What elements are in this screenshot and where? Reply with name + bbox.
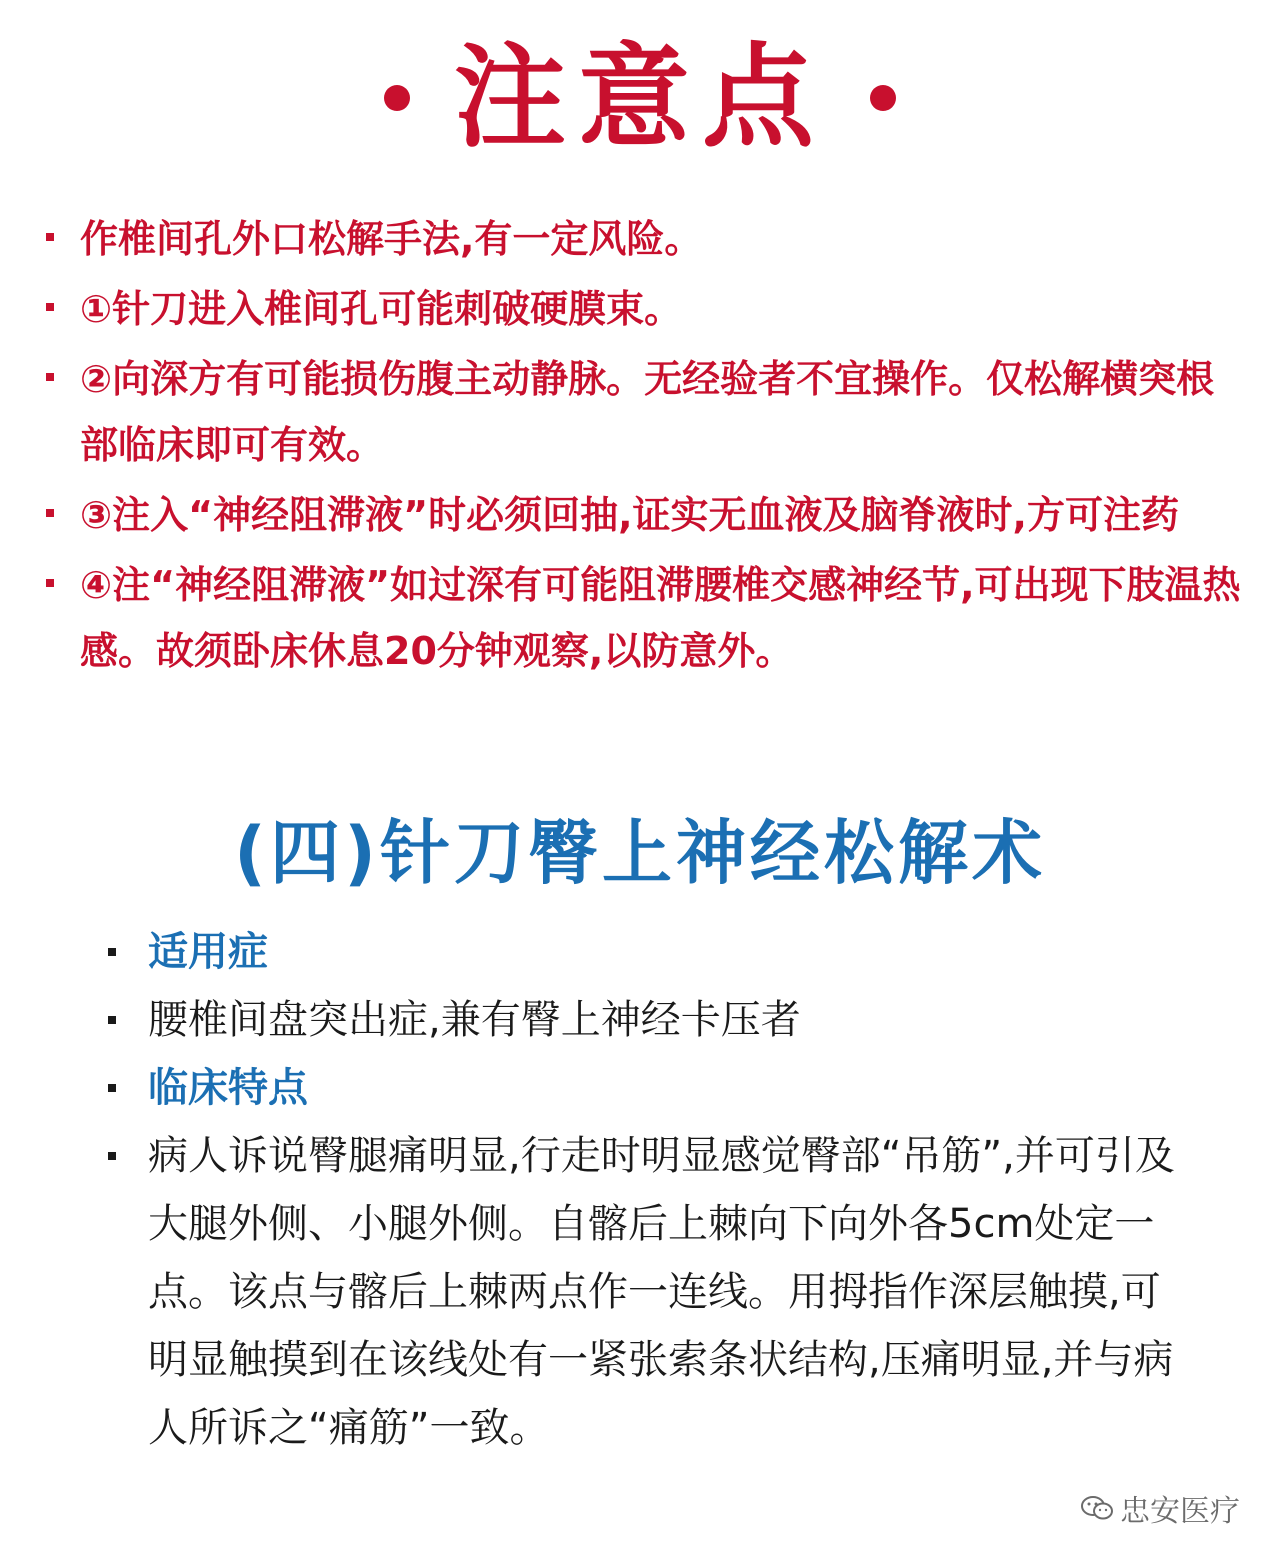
wechat-icon — [1080, 1494, 1114, 1522]
bullet-icon — [108, 948, 116, 956]
section-title: (四)针刀臀上神经松解术 — [234, 812, 1046, 894]
precaution-item — [0, 552, 1280, 684]
clinical-heading — [0, 1054, 1280, 1122]
clinical-text: 病人诉说臀腿痛明显,行走时明显感觉臀部“吊筋”,并可引及大腿外侧、小腿外侧。自髂后上棘向下向外各5cm处定一点。该点与髂后上棘两点作一连线。用拇指作深层触摸,可明显触摸到在该线处有一紧张索条状结构,压痛明显,并与病人所诉之“痛筋”一致。 — [148, 1133, 1175, 1451]
bullet-icon — [108, 1084, 116, 1092]
indication-heading — [0, 918, 1280, 986]
precaution-text: 作椎间孔外口松解手法,有一定风险。 — [80, 217, 703, 261]
section-list — [0, 918, 1280, 1462]
bullet-icon — [108, 1152, 116, 1160]
clinical-heading-text: 临床特点 — [148, 1065, 308, 1111]
bullet-icon — [46, 303, 54, 311]
precaution-text: ④注“神经阻滞液”如过深有可能阻滞腰椎交感神经节,可出现下肢温热感。故须卧床休息20分钟观察,以防意外。 — [80, 563, 1241, 673]
page-title-row — [0, 28, 1280, 168]
watermark — [1080, 1488, 1240, 1528]
title-dot-left — [384, 85, 410, 111]
precaution-item — [0, 276, 1280, 342]
bullet-icon — [46, 233, 54, 241]
bullet-icon — [108, 1016, 116, 1024]
bullet-icon — [46, 373, 54, 381]
bullet-icon — [46, 579, 54, 587]
precaution-item — [0, 346, 1280, 478]
bullet-icon — [46, 509, 54, 517]
clinical-text-item — [0, 1122, 1280, 1462]
precaution-text: ②向深方有可能损伤腹主动静脉。无经验者不宜操作。仅松解横突根部临床即可有效。 — [80, 357, 1215, 467]
precaution-text: ①针刀进入椎间孔可能刺破硬膜束。 — [80, 287, 683, 331]
indication-text-item — [0, 986, 1280, 1054]
title-dot-right — [870, 85, 896, 111]
indication-heading-text: 适用症 — [148, 929, 268, 975]
page-title: 注意点 — [454, 33, 826, 163]
precautions-list — [0, 206, 1280, 688]
precaution-item — [0, 482, 1280, 548]
watermark-text: 忠安医疗 — [1120, 1494, 1240, 1529]
indication-text: 腰椎间盘突出症,兼有臀上神经卡压者 — [148, 997, 801, 1043]
precaution-item — [0, 206, 1280, 272]
precaution-text: ③注入“神经阻滞液”时必须回抽,证实无血液及脑脊液时,方可注药 — [80, 493, 1179, 537]
